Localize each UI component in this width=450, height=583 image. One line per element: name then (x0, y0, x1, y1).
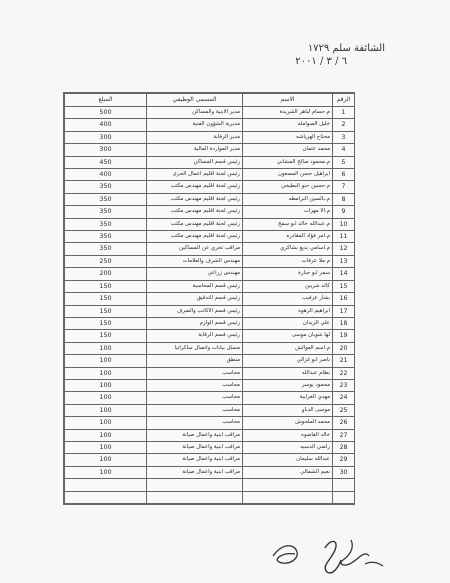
row-name: علي الزيدان (243, 317, 333, 329)
row-title: مراقب ابنية واعمال صيانة (147, 429, 243, 441)
row-title: مسئل بيانات واتصال ساكراتيا (147, 342, 243, 354)
payment-table-frame (63, 92, 355, 505)
row-number: 24 (333, 392, 355, 404)
heading-line-2: ٦ / ٣ / ٢٠٠١ (295, 56, 347, 67)
row-title: رئيس قسم الرقابة (147, 330, 243, 342)
row-amount: 150 (65, 280, 147, 292)
table-row (65, 441, 355, 453)
row-number: 11 (333, 231, 355, 243)
row-number: 10 (333, 218, 355, 230)
row-name: محتاح الهرياشه (243, 131, 333, 143)
row-number (333, 479, 355, 491)
row-title: مراقب تحري عن المساكين (147, 243, 243, 255)
row-title: رئيس لجنة اقليم مهندس مكتب (147, 206, 243, 218)
row-name: محمد عثمان (243, 144, 333, 156)
row-title: رئيس قسم المحاسبة (147, 280, 243, 292)
row-name: م.حسام لباهر الشريدة (243, 107, 333, 119)
table-row (65, 392, 355, 404)
row-name: م.ملا عرفات (243, 255, 333, 267)
table-row (65, 379, 355, 391)
table-body (65, 107, 355, 504)
table-row (65, 417, 355, 429)
table-row (65, 268, 355, 280)
row-number: 9 (333, 206, 355, 218)
table-row (65, 231, 355, 243)
table-row (65, 119, 355, 131)
table-row (65, 305, 355, 317)
row-number: 25 (333, 404, 355, 416)
row-name: محمد الملحوش (243, 417, 333, 429)
row-name: بشار عرفيب (243, 293, 333, 305)
row-amount: 250 (65, 255, 147, 267)
table-row (65, 293, 355, 305)
table-row (65, 280, 355, 292)
row-name (243, 479, 333, 491)
row-name: م.بالسين البرامطه (243, 193, 333, 205)
row-amount: 100 (65, 429, 147, 441)
row-title: رئيس لجنة اقليم اعمال الحرى (147, 169, 243, 181)
row-number: 21 (333, 355, 355, 367)
table-row (65, 429, 355, 441)
row-title (147, 479, 243, 491)
row-name: سمر ابو جبارة (243, 268, 333, 280)
row-name: نطام عبدالله (243, 367, 333, 379)
row-title: مراقب ابنية واعمال صيانة (147, 441, 243, 453)
table-row (65, 479, 355, 491)
row-name: خليل الصوامله (243, 119, 333, 131)
row-title: مراقب ابنية واعمال صيانة (147, 454, 243, 466)
table-row (65, 367, 355, 379)
row-name: عبدالله سليمان (243, 454, 333, 466)
row-name: م.حسين حنو البطيخي (243, 181, 333, 193)
row-name: لها شوبان موسى (243, 330, 333, 342)
table-row (65, 169, 355, 181)
table-row (65, 193, 355, 205)
row-amount: 200 (65, 268, 147, 280)
row-amount: 100 (65, 441, 147, 453)
row-number: 16 (333, 293, 355, 305)
row-name: م.الا مهرات (243, 206, 333, 218)
row-amount: 500 (65, 107, 147, 119)
row-name: م.عبدالله خالد ابو سمح (243, 218, 333, 230)
table-row (65, 206, 355, 218)
row-amount: 150 (65, 330, 147, 342)
handwritten-signatures (255, 520, 395, 580)
row-title: رئيس لجنة اقليم مهندس مكتب (147, 193, 243, 205)
row-number: 30 (333, 466, 355, 478)
table-row (65, 181, 355, 193)
row-number: 17 (333, 305, 355, 317)
row-number: 15 (333, 280, 355, 292)
row-amount (65, 491, 147, 503)
row-title: رئيس قسم المساكن (147, 156, 243, 168)
row-title: رئيس لجنة اقليم مهندس مكتب (147, 231, 243, 243)
table-row (65, 355, 355, 367)
row-title: محاسب (147, 392, 243, 404)
row-name (243, 491, 333, 503)
table-row (65, 330, 355, 342)
row-amount: 100 (65, 454, 147, 466)
row-name: ناصر ابو غزالي (243, 355, 333, 367)
row-number: 12 (333, 243, 355, 255)
row-name: ابراهيم الرهوه (243, 305, 333, 317)
row-title: رئيس لجنة اقليم مهندس مكتب (147, 181, 243, 193)
header-number: الرقم (333, 94, 355, 107)
row-number (333, 491, 355, 503)
row-number: 5 (333, 156, 355, 168)
row-amount (65, 479, 147, 491)
row-amount: 100 (65, 392, 147, 404)
row-amount: 450 (65, 156, 147, 168)
row-title: منطق (147, 355, 243, 367)
row-amount: 350 (65, 218, 147, 230)
row-amount: 100 (65, 379, 147, 391)
row-title: مدير الرقابة (147, 131, 243, 143)
heading-line-1: الشائفة سلم ١٧٢٩ (307, 43, 385, 54)
row-name: ابراهيل حسن المصعون (243, 169, 333, 181)
row-amount: 100 (65, 367, 147, 379)
row-amount: 350 (65, 181, 147, 193)
row-title: محاسب (147, 379, 243, 391)
row-number: 28 (333, 441, 355, 453)
row-amount: 150 (65, 317, 147, 329)
table-row (65, 156, 355, 168)
table-header-row (65, 94, 355, 107)
row-number: 3 (333, 131, 355, 143)
row-number: 20 (333, 342, 355, 354)
row-number: 23 (333, 379, 355, 391)
row-title: مهندس زراعي (147, 268, 243, 280)
row-amount: 100 (65, 417, 147, 429)
row-title: رئيس قسم الوازم (147, 317, 243, 329)
row-title: رئيس قسم الاكاتب والصرف (147, 305, 243, 317)
table-row (65, 218, 355, 230)
row-amount: 100 (65, 404, 147, 416)
row-title: مهندس الشرف والعلامات (147, 255, 243, 267)
table-row (65, 466, 355, 478)
row-title: رئيس قسم التدقيق (147, 293, 243, 305)
row-amount: 400 (65, 169, 147, 181)
row-number: 19 (333, 330, 355, 342)
payment-table (64, 93, 355, 504)
header-name: الاسم (243, 94, 333, 107)
row-number: 18 (333, 317, 355, 329)
row-number: 29 (333, 454, 355, 466)
row-name: نعيم الشمالي (243, 466, 333, 478)
row-name: كالد شريبن (243, 280, 333, 292)
row-name: خالد القاضوه (243, 429, 333, 441)
row-title: مدير الابنية والمساكن (147, 107, 243, 119)
row-name: م.امر فؤاد المقادره (243, 231, 333, 243)
row-title: مراقب ابنية واعمال صيانة (147, 466, 243, 478)
row-name: م.اسامي بديع بشاكري (243, 243, 333, 255)
table-row (65, 404, 355, 416)
table-row (65, 255, 355, 267)
row-number: 6 (333, 169, 355, 181)
row-number: 26 (333, 417, 355, 429)
row-title: محاسب (147, 417, 243, 429)
table-row (65, 454, 355, 466)
table-row (65, 131, 355, 143)
row-amount: 150 (65, 305, 147, 317)
row-amount: 300 (65, 131, 147, 143)
row-title: محاسب (147, 367, 243, 379)
row-number: 2 (333, 119, 355, 131)
row-title: مدير المواردة المالية (147, 144, 243, 156)
row-number: 27 (333, 429, 355, 441)
row-number: 13 (333, 255, 355, 267)
row-amount: 350 (65, 206, 147, 218)
row-title: مديرية الشؤون الفنية (147, 119, 243, 131)
row-name: مهدي الغرايبة (243, 392, 333, 404)
row-name: موسى الدباو (243, 404, 333, 416)
document-heading (270, 42, 385, 68)
row-number: 22 (333, 367, 355, 379)
row-title (147, 491, 243, 503)
row-amount: 150 (65, 293, 147, 305)
row-amount: 100 (65, 355, 147, 367)
row-amount: 100 (65, 342, 147, 354)
table-row (65, 491, 355, 503)
row-amount: 400 (65, 119, 147, 131)
row-number: 4 (333, 144, 355, 156)
row-title: رئيس لجنة اقليم مهندس مكتب (147, 218, 243, 230)
row-name: محمود يوسر (243, 379, 333, 391)
table-row (65, 144, 355, 156)
row-amount: 350 (65, 231, 147, 243)
table-row (65, 342, 355, 354)
header-title: المسمى الوظيفي (147, 94, 243, 107)
header-amount: المبلغ (65, 94, 147, 107)
row-name: راضي الدسيه (243, 441, 333, 453)
row-number: 14 (333, 268, 355, 280)
table-row (65, 317, 355, 329)
row-amount: 350 (65, 193, 147, 205)
table-row (65, 243, 355, 255)
row-number: 8 (333, 193, 355, 205)
row-number: 1 (333, 107, 355, 119)
row-number: 7 (333, 181, 355, 193)
row-name: م.اسم العوالش (243, 342, 333, 354)
row-title: محاسب (147, 404, 243, 416)
row-amount: 350 (65, 243, 147, 255)
row-amount: 300 (65, 144, 147, 156)
row-amount: 100 (65, 466, 147, 478)
table-row (65, 107, 355, 119)
row-name: م.محمود صالح المشاني (243, 156, 333, 168)
